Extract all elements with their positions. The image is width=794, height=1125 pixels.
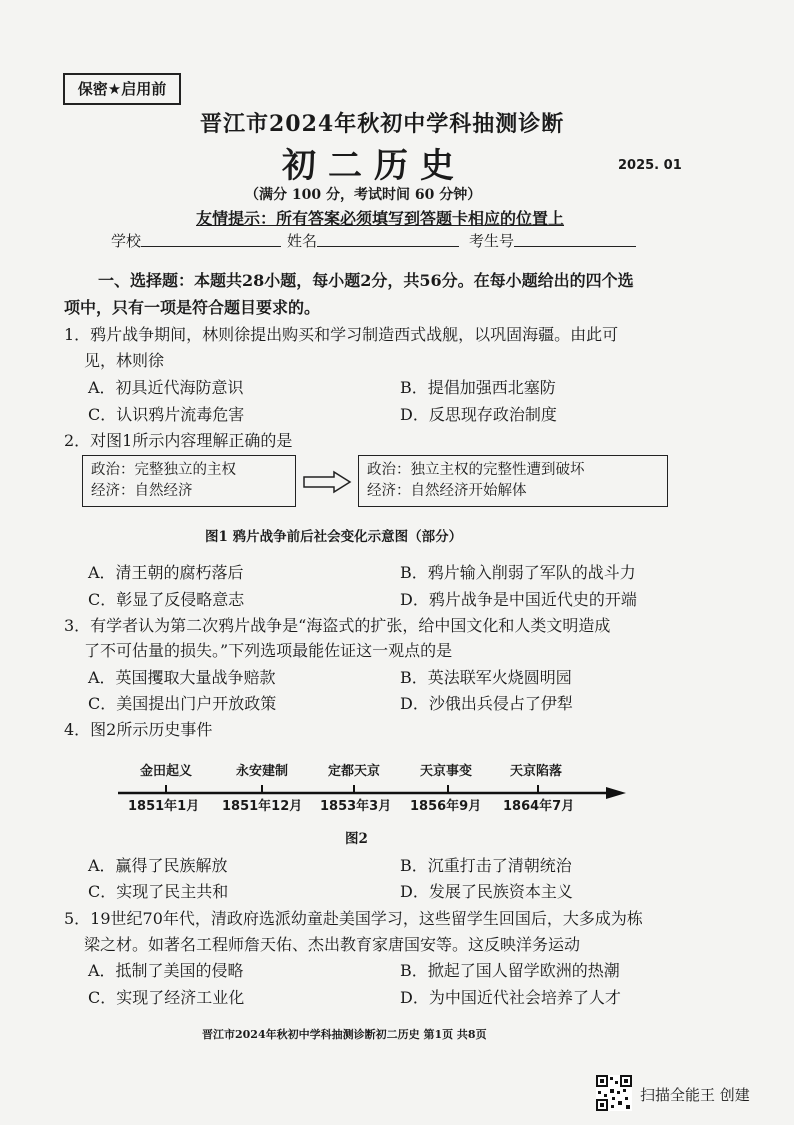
subject-title: 初二历史: [282, 146, 466, 186]
q4-option-b: B．沉重打击了清朝统治: [400, 856, 572, 875]
q3-option-c: C．美国提出门户开放政策: [88, 694, 277, 713]
figure1-before-box: [82, 455, 296, 507]
q5-option-c: C．实现了经济工业化: [88, 988, 245, 1007]
exam-title: 晋江市2024年秋初中学科抽测诊断: [200, 111, 565, 137]
q4-option-c: C．实现了民主共和: [88, 882, 229, 901]
figure1-after-politics: 政治：独立主权的完整性遭到破坏: [367, 462, 585, 478]
figure1-after-economy: 经济：自然经济开始解体: [367, 483, 527, 499]
figure1-before-politics: 政治：完整独立的主权: [91, 462, 236, 478]
figure1-before-economy: 经济：自然经济: [91, 483, 193, 499]
student-info-fields: [111, 230, 636, 251]
figure2-caption: 图2: [345, 831, 368, 847]
section-intro-line2: 项中，只有一项是符合题目要求的。: [64, 298, 321, 317]
timeline-event-date: 1864年7月: [503, 799, 575, 814]
scanner-brand-text: 扫描全能王 创建: [640, 1086, 750, 1104]
q5-stem-line1: 5．19世纪70年代，清政府选派幼童赴美国学习，这些留学生回国后，大多成为栋: [64, 909, 643, 928]
q4-option-d: D．发展了民族资本主义: [400, 882, 573, 901]
student-id-blank: [514, 230, 636, 247]
q3-option-d: D．沙俄出兵侵占了伊犁: [400, 694, 573, 713]
page-footer: 晋江市2024年秋初中学科抽测诊断初二历史 第1页 共8页: [202, 1028, 487, 1041]
q3-option-a: A．英国攫取大量战争赔款: [88, 668, 276, 687]
q4-stem: 4．图2所示历史事件: [64, 720, 213, 739]
q2-option-a: A．清王朝的腐朽落后: [88, 563, 244, 582]
figure1-arrow-icon: [302, 470, 352, 494]
figure1-caption: 图1 鸦片战争前后社会变化示意图（部分）: [205, 529, 463, 545]
q3-stem-line2: 了不可估量的损失。”下列选项最能佐证这一观点的是: [84, 641, 453, 660]
q3-stem-line1: 3．有学者认为第二次鸦片战争是“海盗式的扩张，给中国文化和人类文明造成: [64, 616, 611, 635]
name-label: 姓名: [287, 232, 318, 250]
score-time: （满分 100 分，考试时间 60 分钟）: [245, 187, 482, 203]
figure1-after-box: [358, 455, 668, 507]
timeline-event-label: 天京事变: [420, 764, 473, 779]
section-intro-line1: 一、选择题：本题共28小题，每小题2分，共56分。在每小题给出的四个选: [98, 271, 634, 290]
timeline-event-date: 1856年9月: [410, 799, 482, 814]
confidential-label: 保密★启用前: [63, 73, 181, 105]
q1-option-b: B．提倡加强西北塞防: [400, 378, 556, 397]
timeline-event-date: 1851年12月: [222, 799, 303, 814]
q1-option-d: D．反思现存政治制度: [400, 405, 557, 424]
q4-option-a: A．赢得了民族解放: [88, 856, 228, 875]
q1-stem-line1: 1．鸦片战争期间，林则徐提出购买和学习制造西式战舰，以巩固海疆。由此可: [64, 325, 619, 344]
timeline-event-date: 1853年3月: [320, 799, 392, 814]
timeline-event-label: 金田起义: [140, 764, 193, 779]
q1-option-c: C．认识鸦片流毒危害: [88, 405, 245, 424]
q2-option-c: C．彰显了反侵略意志: [88, 590, 245, 609]
timeline-event-label: 天京陷落: [510, 764, 563, 779]
q3-option-b: B．英法联军火烧圆明园: [400, 668, 572, 687]
q5-option-a: A．抵制了美国的侵略: [88, 961, 244, 980]
q1-option-a: A．初具近代海防意识: [88, 378, 244, 397]
exam-date: 2025. 01: [618, 158, 682, 173]
q5-option-d: D．为中国近代社会培养了人才: [400, 988, 621, 1007]
school-label: 学校: [111, 232, 142, 250]
school-blank: [141, 230, 281, 247]
q2-option-b: B．鸦片输入削弱了军队的战斗力: [400, 563, 636, 582]
q1-stem-line2: 见，林则徐: [84, 351, 165, 370]
qr-code-icon: [596, 1075, 632, 1111]
timeline-event-label: 永安建制: [236, 764, 289, 779]
q2-stem: 2．对图1所示内容理解正确的是: [64, 431, 293, 450]
friendly-tip: 友情提示：所有答案必须填写到答题卡相应的位置上: [196, 209, 565, 228]
q5-stem-line2: 梁之材。如著名工程师詹天佑、杰出教育家唐国安等。这反映洋务运动: [84, 935, 581, 954]
q2-option-d: D．鸦片战争是中国近代史的开端: [400, 590, 637, 609]
timeline-event-label: 定都天京: [328, 764, 381, 779]
timeline-event-date: 1851年1月: [128, 799, 200, 814]
name-blank: [317, 230, 459, 247]
q5-option-b: B．掀起了国人留学欧洲的热潮: [400, 961, 620, 980]
student-id-label: 考生号: [469, 232, 515, 250]
